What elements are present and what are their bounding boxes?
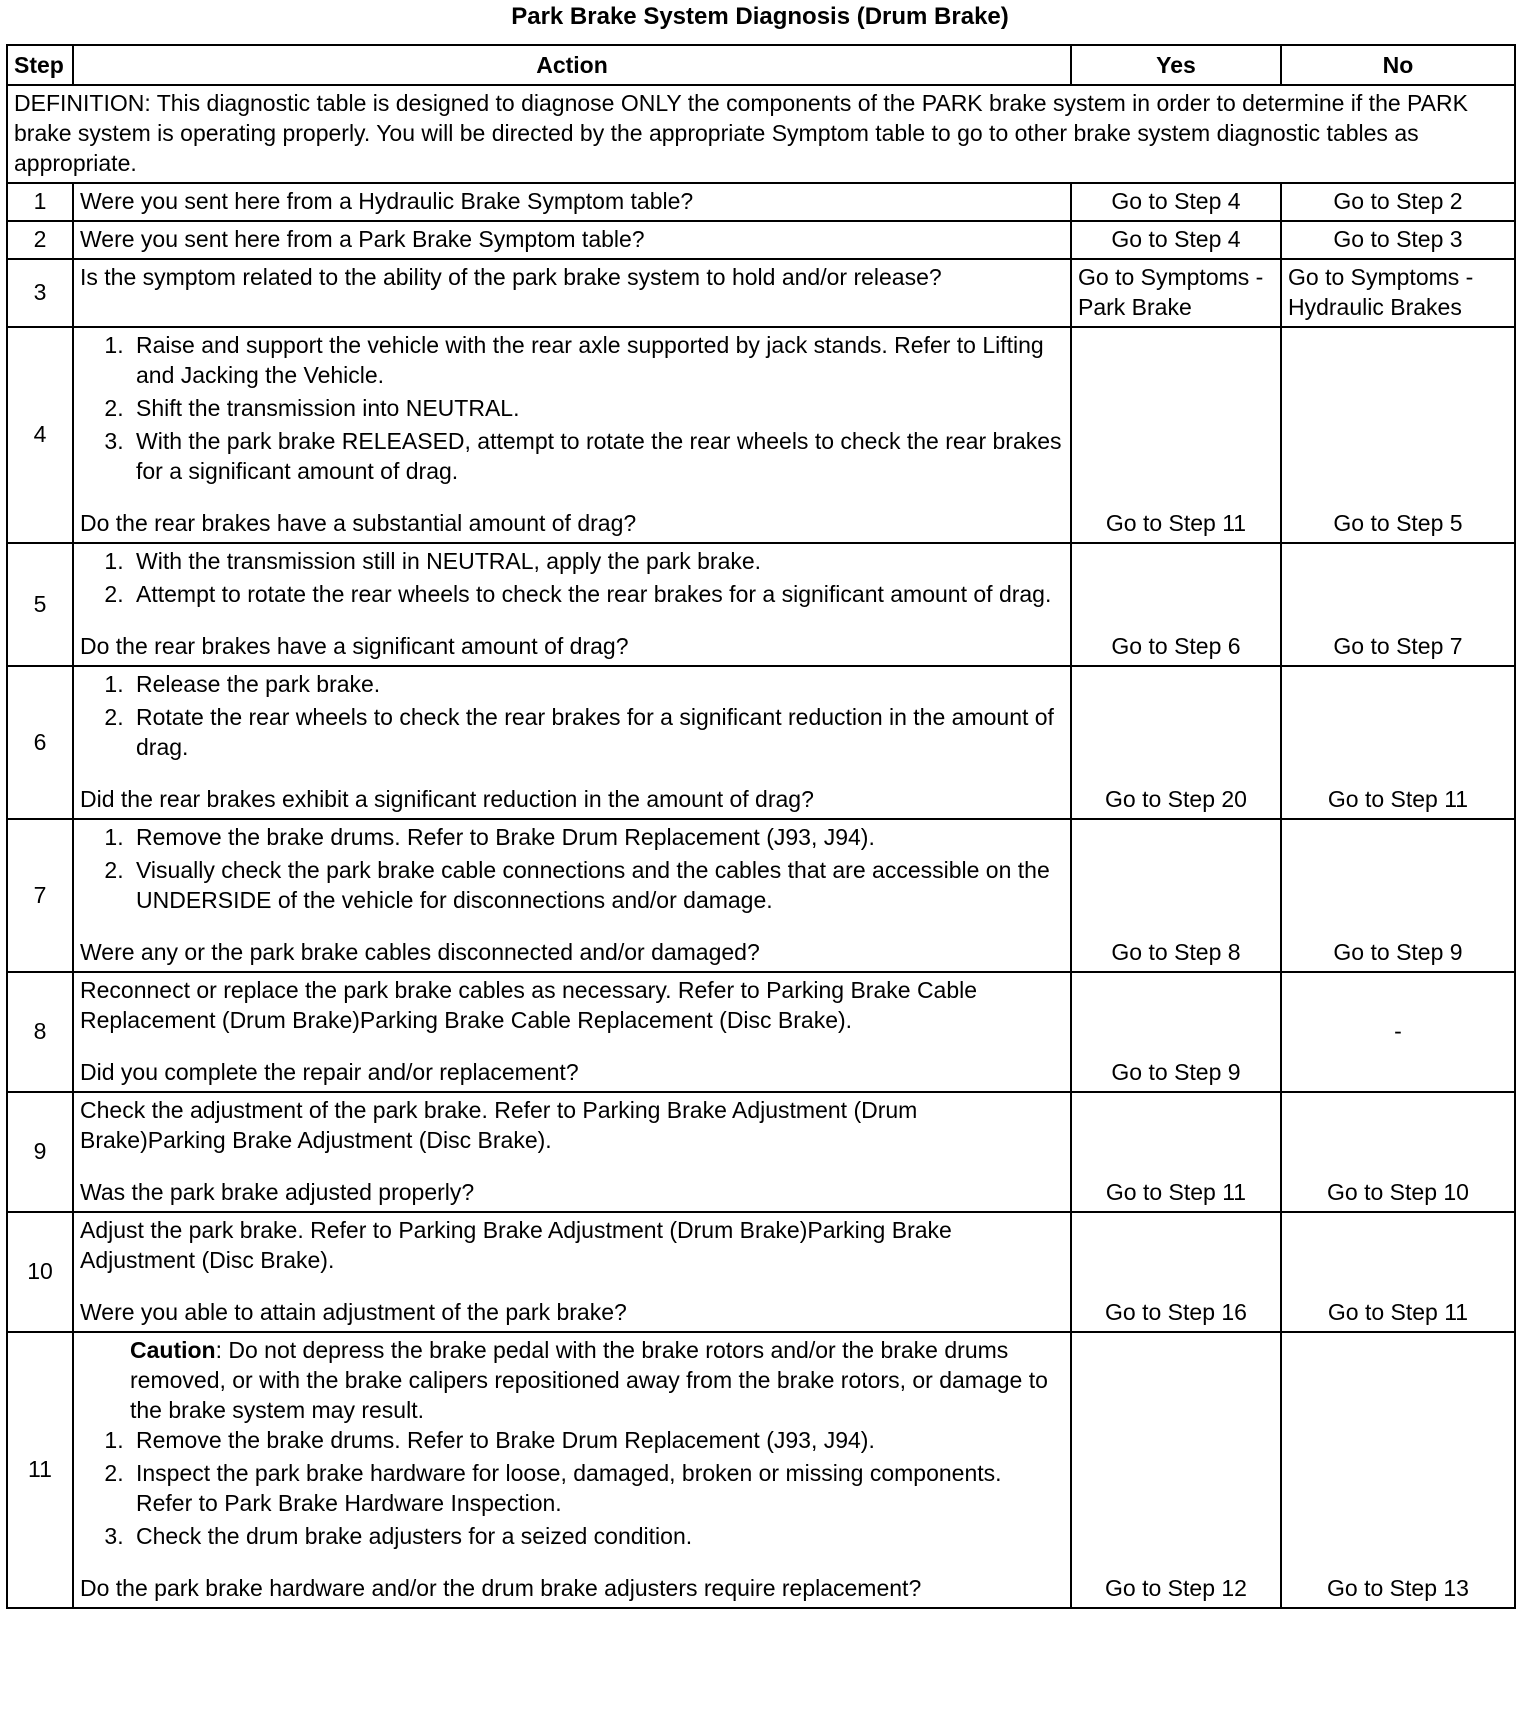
- step-number: 4: [7, 327, 73, 543]
- no-result: -: [1281, 972, 1515, 1092]
- header-action: Action: [73, 45, 1071, 85]
- action-steps-list: [80, 546, 1064, 609]
- table-row: [7, 819, 1515, 972]
- action-question: Were you able to attain adjustment of the park brake?: [80, 1299, 627, 1325]
- step-number: 8: [7, 972, 73, 1092]
- action-question: Were you sent here from a Hydraulic Brake Symptom table?: [73, 183, 1071, 221]
- yes-result: Go to Step 8: [1071, 819, 1281, 972]
- page-title: Park Brake System Diagnosis (Drum Brake): [511, 3, 1009, 30]
- step-number: 2: [7, 221, 73, 259]
- yes-result: Go to Step 4: [1071, 183, 1281, 221]
- caution-text: : Do not depress the brake pedal with the brake rotors and/or the brake drums removed, or with the brake calipers repositioned away from the brake rotors, or damage to the brake system may result.: [130, 1337, 1048, 1423]
- yes-result: Go to Symptoms - Park Brake: [1071, 259, 1281, 327]
- table-row: [7, 1092, 1515, 1212]
- action-steps-list: [80, 1425, 1064, 1551]
- yes-result: Go to Step 20: [1071, 666, 1281, 819]
- action-cell: [73, 972, 1071, 1092]
- action-cell: [73, 543, 1071, 666]
- header-no: No: [1281, 45, 1515, 85]
- action-cell: [73, 327, 1071, 543]
- step-number: 3: [7, 259, 73, 327]
- table-row: [7, 327, 1515, 543]
- action-question: Do the rear brakes have a substantial amount of drag?: [80, 510, 637, 536]
- action-question: Was the park brake adjusted properly?: [80, 1179, 475, 1205]
- table-row: [7, 1212, 1515, 1332]
- yes-result: Go to Step 11: [1071, 1092, 1281, 1212]
- step-number: 5: [7, 543, 73, 666]
- action-cell: [73, 1332, 1071, 1608]
- step-number: 9: [7, 1092, 73, 1212]
- action-question: Do the park brake hardware and/or the drum brake adjusters require replacement?: [80, 1575, 922, 1601]
- action-step: 1. Remove the brake drums. Refer to Brake Drum Replacement (J93, J94).: [130, 822, 1064, 852]
- caution-label: Caution: [130, 1337, 216, 1363]
- action-steps-list: [80, 822, 1064, 915]
- action-question: Were any or the park brake cables disconnected and/or damaged?: [80, 939, 760, 965]
- action-cell: [73, 666, 1071, 819]
- no-result: Go to Step 10: [1281, 1092, 1515, 1212]
- yes-result: Go to Step 6: [1071, 543, 1281, 666]
- no-result: Go to Symptoms - Hydraulic Brakes: [1281, 259, 1515, 327]
- no-result: Go to Step 9: [1281, 819, 1515, 972]
- action-question: Were you sent here from a Park Brake Symptom table?: [73, 221, 1071, 259]
- action-question: Did you complete the repair and/or replacement?: [80, 1059, 579, 1085]
- no-result: Go to Step 13: [1281, 1332, 1515, 1608]
- action-step: 2. Attempt to rotate the rear wheels to check the rear brakes for a significant amount of drag.: [130, 579, 1064, 609]
- no-result: Go to Step 11: [1281, 1212, 1515, 1332]
- table-row: [7, 972, 1515, 1092]
- action-step: 3. With the park brake RELEASED, attempt to rotate the rear wheels to check the rear brakes for a significant amount of drag.: [130, 426, 1064, 486]
- yes-result: Go to Step 11: [1071, 327, 1281, 543]
- yes-result: Go to Step 9: [1071, 972, 1281, 1092]
- definition-row: [7, 85, 1515, 183]
- yes-result: Go to Step 16: [1071, 1212, 1281, 1332]
- diagnosis-table: [6, 44, 1516, 1609]
- no-result: Go to Step 3: [1281, 221, 1515, 259]
- action-step: 3. Check the drum brake adjusters for a seized condition.: [130, 1521, 1064, 1551]
- table-row: [7, 259, 1515, 327]
- action-step: 2. Rotate the rear wheels to check the rear brakes for a significant reduction in the amount of drag.: [130, 702, 1064, 762]
- no-result: Go to Step 5: [1281, 327, 1515, 543]
- table-row: [7, 183, 1515, 221]
- step-number: 1: [7, 183, 73, 221]
- action-question: Do the rear brakes have a significant amount of drag?: [80, 633, 629, 659]
- action-step: 2. Inspect the park brake hardware for loose, damaged, broken or missing components. Refer to Park Brake Hardware Inspection.: [130, 1458, 1064, 1518]
- action-text: Reconnect or replace the park brake cables as necessary. Refer to Parking Brake Cable Replacement (Drum Brake)Parking Brake Cable Replacement (Disc Brake).: [80, 977, 978, 1033]
- no-result: Go to Step 2: [1281, 183, 1515, 221]
- table-row: [7, 543, 1515, 666]
- step-number: 7: [7, 819, 73, 972]
- action-step: 1. Release the park brake.: [130, 669, 1064, 699]
- header-step: Step: [7, 45, 73, 85]
- no-result: Go to Step 7: [1281, 543, 1515, 666]
- action-question: Did the rear brakes exhibit a significant reduction in the amount of drag?: [80, 786, 814, 812]
- table-row: [7, 666, 1515, 819]
- action-cell: [73, 1092, 1071, 1212]
- step-number: 10: [7, 1212, 73, 1332]
- action-cell: [73, 1212, 1071, 1332]
- header-yes: Yes: [1071, 45, 1281, 85]
- action-text: Check the adjustment of the park brake. Refer to Parking Brake Adjustment (Drum Brake)Parking Brake Adjustment (Disc Brake).: [80, 1097, 918, 1153]
- action-step: 1. With the transmission still in NEUTRAL, apply the park brake.: [130, 546, 1064, 576]
- definition-text: DEFINITION: This diagnostic table is designed to diagnose ONLY the components of the PARK brake system in order to determine if the PARK brake system is operating properly. You will be directed by the appropriate Symptom table to go to other brake system diagnostic tables as appropriate.: [7, 85, 1515, 183]
- no-result: Go to Step 11: [1281, 666, 1515, 819]
- caution-note: [80, 1335, 1064, 1425]
- yes-result: Go to Step 12: [1071, 1332, 1281, 1608]
- yes-result: Go to Step 4: [1071, 221, 1281, 259]
- step-number: 11: [7, 1332, 73, 1608]
- action-question: Is the symptom related to the ability of the park brake system to hold and/or release?: [73, 259, 1071, 327]
- table-row: [7, 221, 1515, 259]
- step-number: 6: [7, 666, 73, 819]
- action-steps-list: [80, 669, 1064, 762]
- action-cell: [73, 819, 1071, 972]
- action-steps-list: [80, 330, 1064, 486]
- table-row: [7, 1332, 1515, 1608]
- action-step: 2. Shift the transmission into NEUTRAL.: [130, 393, 1064, 423]
- action-step: 1. Raise and support the vehicle with the rear axle supported by jack stands. Refer to Lifting and Jacking the Vehicle.: [130, 330, 1064, 390]
- action-step: 1. Remove the brake drums. Refer to Brake Drum Replacement (J93, J94).: [130, 1425, 1064, 1455]
- action-step: 2. Visually check the park brake cable connections and the cables that are accessible on the UNDERSIDE of the vehicle for disconnections and/or damage.: [130, 855, 1064, 915]
- action-text: Adjust the park brake. Refer to Parking Brake Adjustment (Drum Brake)Parking Brake Adjustment (Disc Brake).: [80, 1217, 952, 1273]
- table-header-row: [7, 45, 1515, 85]
